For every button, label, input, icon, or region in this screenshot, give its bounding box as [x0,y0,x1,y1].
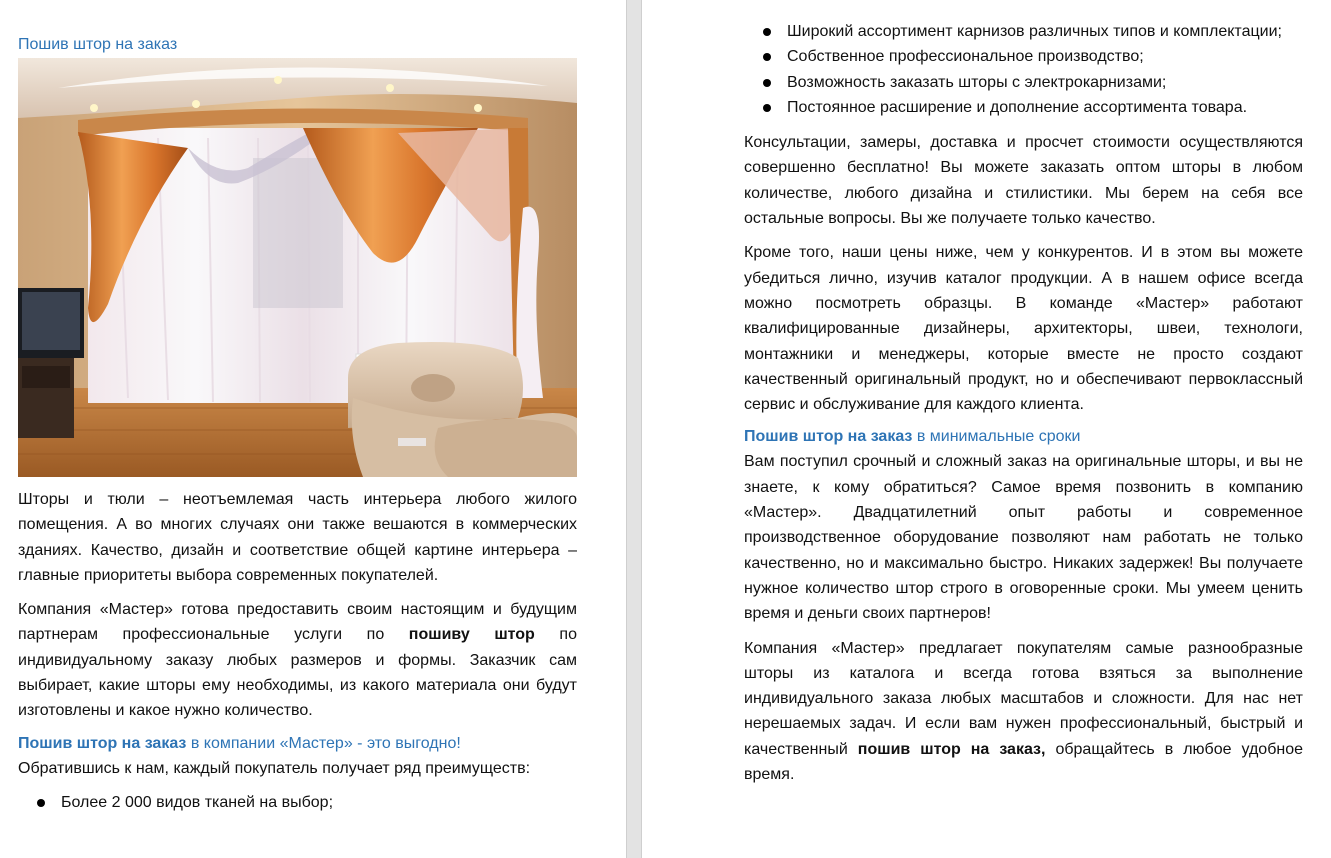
bullet-icon [763,53,771,61]
heading-benefits [18,733,577,755]
paragraph-company-end: по индивидуальному заказу любых размеров и формы. Заказчик сам выбирает, какие шторы ему необходимы, из какого материала они будут изготовлены и какое нужно количество. [18,626,577,720]
page-divider [626,0,642,858]
paragraph-intro: Шторы и тюли – неотъемлемая часть интерьера любого жилого помещения. А во многих случаях они также вешаются в коммерческих зданиях. Качество, дизайн и соответствие общей картине интерьера – главные приоритеты выбора современных покупателей. [18,491,577,584]
paragraph-closing-start: Компания «Мастер» предлагает покупателям самые разнообразные шторы из каталога и всегда готова взяться за выполнение индивидуального заказа любых масштабов и сложности. Для нас нет нерешаемых задач. И если вам нужен профессиональный, быстрый и качественный [744,639,1303,758]
list-item-text: Постоянное расширение и дополнение ассортимента товара. [787,98,1248,116]
bullet-icon [37,799,45,807]
list-item-text: Широкий ассортимент карнизов различных типов и комплектации; [787,23,1282,40]
list-item [744,95,1303,120]
document-page-right [642,0,1331,858]
text-column-right [744,19,1303,796]
paragraph-company-start: Компания «Мастер» готова предоставить своим настоящим и будущим партнерам профессиональные услуги по [18,601,577,644]
heading-benefits-rest: в компании «Мастер» - это выгодно! [186,734,461,752]
list-item-text: Возможность заказать шторы с электрокарнизами; [787,73,1167,91]
heading-deadlines-bold: Пошив штор на заказ [744,428,913,446]
paragraph-consultations: Консультации, замеры, доставка и просчет стоимости осуществляются совершенно бесплатно! Вы можете заказать оптом шторы в любом количестве, любого дизайна и стилистики. Мы берем на себя все остальные вопросы. Вы же получаете только качество. [744,134,1303,228]
bullet-icon [763,28,771,36]
heading-deadlines [744,426,1303,448]
heading-deadlines-rest: в минимальные сроки [912,428,1081,446]
bullet-icon [763,79,771,87]
list-item [744,19,1303,44]
bullet-icon [763,104,771,112]
paragraph-closing-bold: пошив штор на заказ, [857,740,1046,758]
heading-benefits-bold: Пошив штор на заказ [18,734,187,752]
document-page-left [0,0,626,858]
paragraph-closing [744,636,1303,788]
paragraph-urgent: Вам поступил срочный и сложный заказ на оригинальные шторы, и вы не знаете, к кому обратиться? Самое время позвонить в компанию «Мастер». Двадцатилетний опыт работы и современное производственное оборудование позволяют нам работать не только качественно, но и максимально быстро. Никаких задержек! Вы получаете нужное количество штор строго в оговоренные сроки. Мы умеем ценить время и деньги своих партнеров! [744,453,1303,623]
paragraph-closing-end: обращайтесь в любое удобное время. [744,740,1303,784]
bullet-list-right [744,19,1303,120]
bullet-list-left [18,790,577,815]
paragraph-company [18,597,577,723]
text-column-left [18,34,577,825]
paragraph-benefits-intro: Обратившись к нам, каждый покупатель получает ряд преимуществ: [18,759,531,777]
list-item-text: Более 2 000 видов тканей на выбор; [61,793,334,811]
list-item-text: Собственное профессиональное производство; [787,48,1144,66]
list-item [744,44,1303,69]
paragraph-company-bold: пошиву штор [408,626,535,644]
list-item [18,790,577,815]
living-room-curtains-photo [18,58,577,477]
heading-top: Пошив штор на заказ [18,36,178,53]
list-item [744,70,1303,95]
paragraph-prices: Кроме того, наши цены ниже, чем у конкурентов. И в этом вы можете убедиться лично, изучив каталог продукции. А в нашем офисе всегда можно посмотреть образцы. В команде «Мастер» работают квалифицированные дизайнеры, архитекторы, швеи, технологи, монтажники и менеджеры, которые вместе не просто создают качественный оригинальный продукт, но и обеспечивают первоклассный сервис и обслуживание для каждого клиента. [744,244,1303,414]
